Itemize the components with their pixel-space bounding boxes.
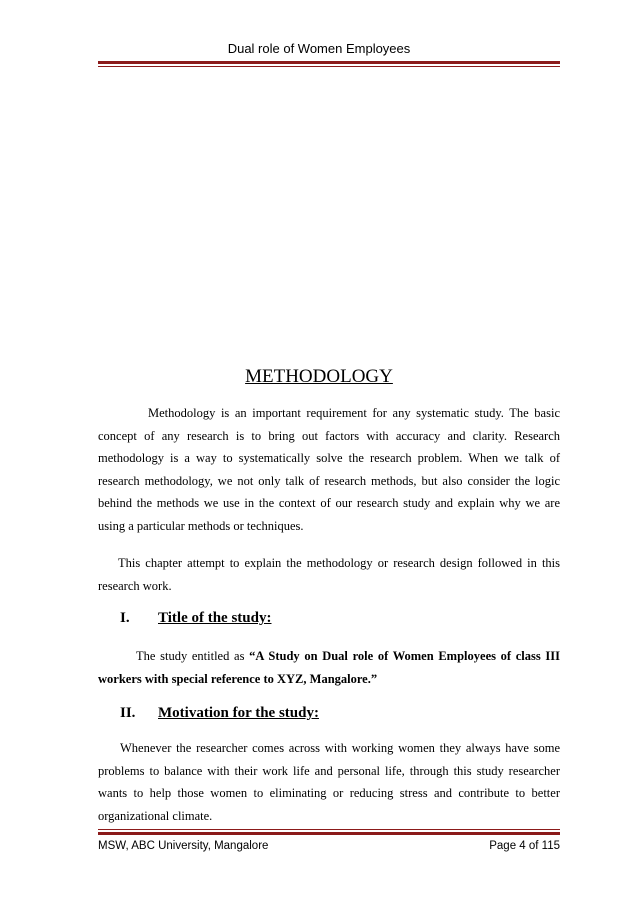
section-number: I. bbox=[120, 610, 130, 626]
section-number: II. bbox=[120, 705, 136, 721]
header-rule-thin bbox=[98, 66, 560, 67]
study-prefix: The study entitled as bbox=[136, 649, 250, 663]
footer-institution: MSW, ABC University, Mangalore bbox=[98, 840, 269, 852]
section-heading-text: Motivation for the study: bbox=[158, 705, 319, 721]
footer-rule-thick bbox=[98, 832, 560, 835]
header-rule-thick bbox=[98, 61, 560, 64]
section-heading-title bbox=[120, 610, 271, 627]
study-title-bold: “A Study on Dual role of Women Employees of class III workers with special reference to XYZ, Mangalore.” bbox=[98, 649, 561, 686]
page-number: Page 4 of 115 bbox=[489, 840, 560, 852]
running-header: Dual role of Women Employees bbox=[227, 41, 411, 56]
title-of-study-paragraph bbox=[98, 645, 560, 690]
chapter-title: METHODOLOGY bbox=[245, 366, 393, 387]
motivation-paragraph: Whenever the researcher comes across with working women they always have some problems to balance with their work life and personal life, through this study researcher wants to help those women to eliminating or reducing stress and contribute to better organizational climate. bbox=[98, 741, 560, 823]
section-heading-motivation bbox=[120, 705, 319, 722]
section-heading-text: Title of the study: bbox=[158, 610, 272, 626]
footer-rule-thin bbox=[98, 829, 560, 830]
chapter-paragraph: This chapter attempt to explain the methodology or research design followed in this research work. bbox=[98, 556, 560, 593]
intro-paragraph: Methodology is an important requirement for any systematic study. The basic concept of any research is to bring out factors with accuracy and clarity. Research methodology is a way to systematically solve the research problem. When we talk of research methodology, we not only talk of research methods, but also consider the logic behind the methods we use in the context of our research study and explain why we are using a particular methods or techniques. bbox=[98, 406, 560, 533]
